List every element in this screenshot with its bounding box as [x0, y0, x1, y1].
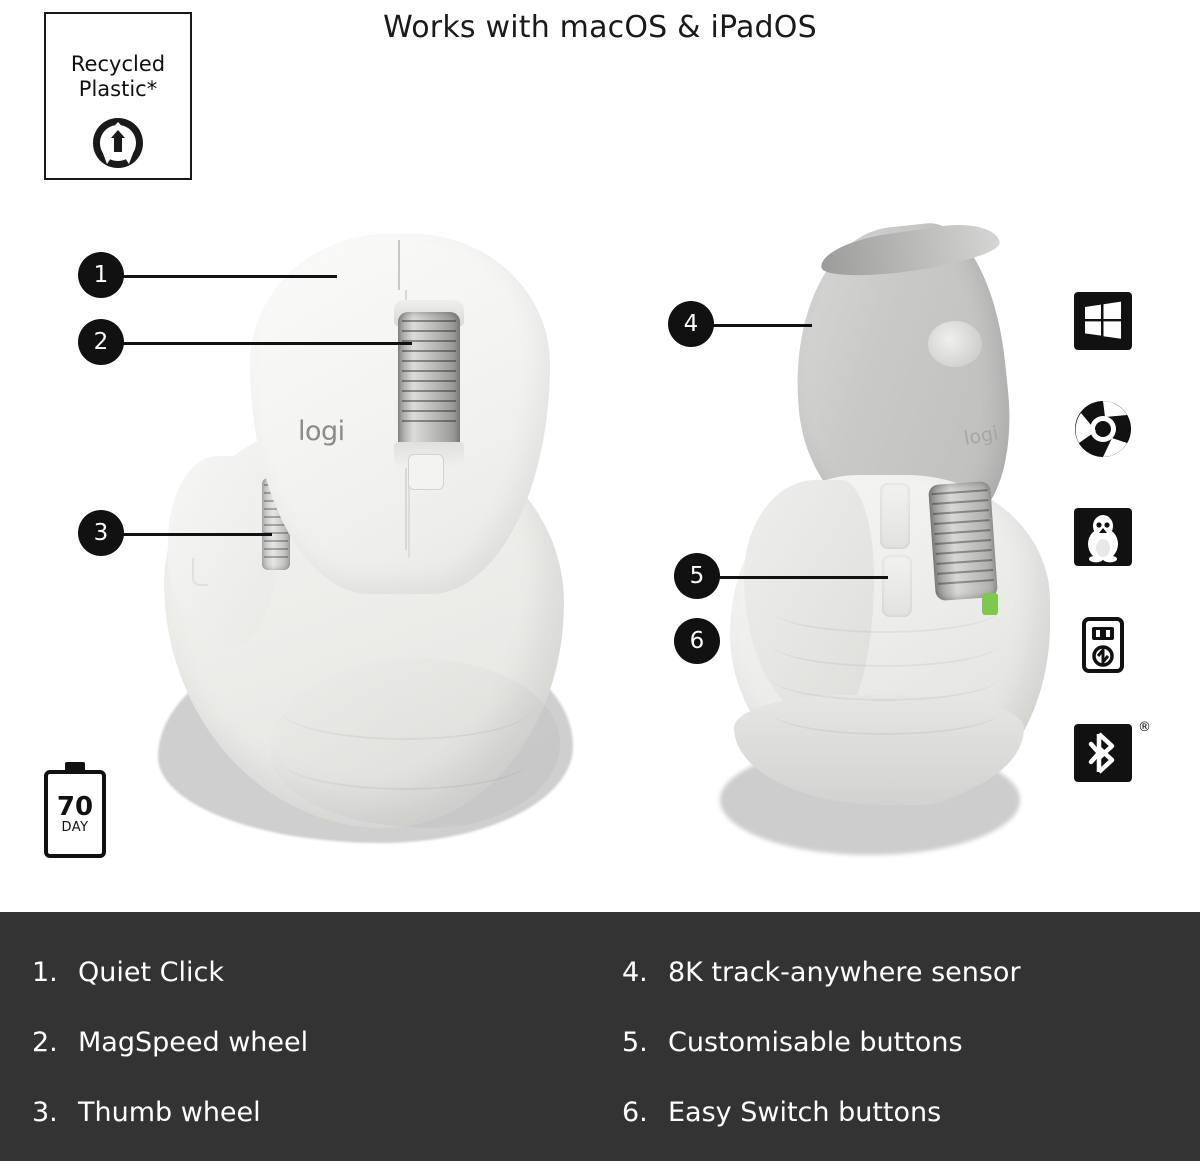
legend-item-6-label: Easy Switch buttons [668, 1097, 942, 1128]
legend-item-4 [622, 956, 1021, 989]
recycled-badge-line-1: Recycled [70, 52, 166, 76]
callout-2-number: 2 [93, 329, 109, 355]
legend-column-right [622, 956, 1021, 1166]
customisable-button-upper [880, 483, 910, 549]
legend-item-4-number: 4. [622, 957, 648, 988]
mouse-palm-ridges [270, 658, 560, 828]
track-anywhere-sensor [928, 321, 982, 367]
legend-item-5-number: 5. [622, 1027, 648, 1058]
battery-days-unit: DAY [61, 819, 89, 835]
legend-item-6-number: 6. [622, 1097, 648, 1128]
magspeed-wheel-side [928, 481, 998, 601]
customisable-button-lower [882, 555, 912, 617]
feature-legend [0, 912, 1200, 1161]
callout-3-number: 3 [93, 520, 109, 546]
leader-line-5 [718, 576, 888, 579]
usb-receiver-icon [1072, 614, 1134, 676]
chrome-icon [1072, 398, 1134, 460]
legend-item-6 [622, 1096, 1021, 1129]
legend-item-1-label: Quiet Click [78, 957, 224, 988]
legend-item-2-number: 2. [32, 1027, 58, 1058]
logi-logo-top: logi [298, 416, 345, 447]
bluetooth-registered-mark: ® [1138, 720, 1151, 735]
mouse-thumb-marking [192, 558, 208, 586]
leader-line-1 [122, 275, 337, 278]
magspeed-wheel [398, 312, 460, 452]
callout-2[interactable] [78, 319, 124, 365]
legend-item-4-label: 8K track-anywhere sensor [668, 957, 1021, 988]
callout-3[interactable] [78, 510, 124, 556]
callout-4[interactable] [668, 301, 714, 347]
legend-item-5-label: Customisable buttons [668, 1027, 963, 1058]
callout-6-number: 6 [689, 628, 705, 654]
legend-item-1-number: 1. [32, 957, 58, 988]
callout-1[interactable] [78, 252, 124, 298]
legend-item-3-number: 3. [32, 1097, 58, 1128]
callout-1-number: 1 [93, 262, 109, 288]
mouse-button-split [398, 240, 400, 290]
callout-5[interactable] [674, 553, 720, 599]
leader-line-2 [122, 342, 412, 345]
battery-days-number: 70 [56, 791, 94, 822]
windows-icon [1072, 290, 1134, 352]
page-title: Works with macOS & iPadOS [383, 10, 817, 45]
callout-4-number: 4 [683, 311, 699, 337]
easy-switch-led-indicator [982, 593, 998, 615]
wheel-mode-shift-button [408, 454, 444, 490]
leader-line-3 [122, 533, 272, 536]
legend-item-5 [622, 1026, 1021, 1059]
callout-5-number: 5 [689, 563, 705, 589]
recycled-badge-line-2: Plastic* [78, 77, 158, 101]
leader-line-4 [712, 324, 812, 327]
legend-item-3 [32, 1096, 308, 1129]
mouse-side-view [700, 225, 1080, 845]
legend-item-1 [32, 956, 308, 989]
legend-column-left [32, 956, 308, 1166]
legend-item-2 [32, 1026, 308, 1059]
legend-item-3-label: Thumb wheel [78, 1097, 261, 1128]
callout-6[interactable] [674, 618, 720, 664]
logi-logo-side: logi [962, 422, 1000, 450]
legend-item-2-label: MagSpeed wheel [78, 1027, 309, 1058]
linux-tux-icon [1072, 506, 1134, 568]
bluetooth-icon [1072, 720, 1151, 784]
compatibility-icon-list [1072, 290, 1151, 830]
